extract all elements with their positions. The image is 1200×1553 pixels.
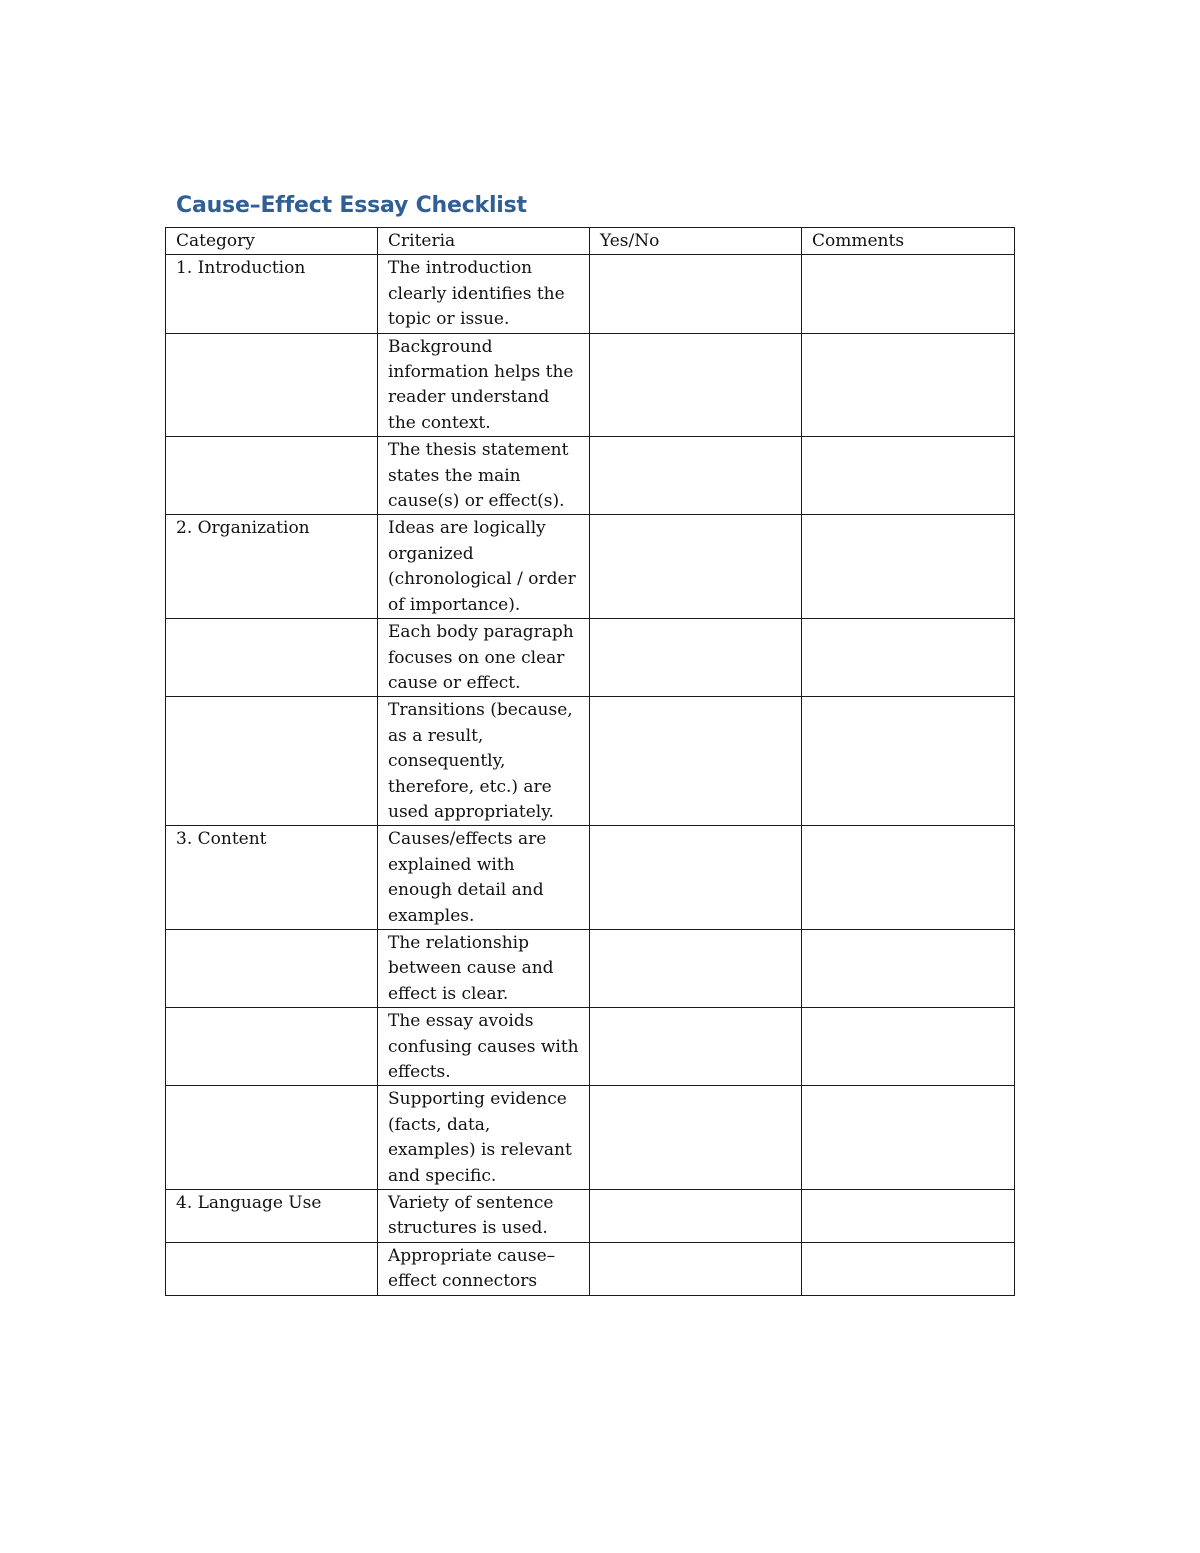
category-cell: [166, 1242, 378, 1295]
table-row: [166, 619, 1015, 697]
comments-cell[interactable]: [802, 826, 1015, 930]
criteria-cell: Causes/effects are explained with enough detail and examples.: [378, 826, 590, 930]
yes-no-cell[interactable]: [590, 1086, 802, 1190]
yes-no-cell[interactable]: [590, 515, 802, 619]
criteria-cell: Ideas are logically organized (chronological / order of importance).: [378, 515, 590, 619]
yes-no-cell[interactable]: [590, 826, 802, 930]
yes-no-cell[interactable]: [590, 1008, 802, 1086]
comments-cell[interactable]: [802, 1008, 1015, 1086]
page-title: Cause–Effect Essay Checklist: [176, 193, 527, 218]
header-yes-no: Yes/No: [590, 228, 802, 255]
comments-cell[interactable]: [802, 1190, 1015, 1243]
category-cell: 1. Introduction: [166, 255, 378, 333]
yes-no-cell[interactable]: [590, 333, 802, 437]
criteria-cell: Transitions (because, as a result, consequently, therefore, etc.) are used appropriately.: [378, 697, 590, 826]
header-comments: Comments: [802, 228, 1015, 255]
criteria-cell: The essay avoids confusing causes with effects.: [378, 1008, 590, 1086]
header-category: Category: [166, 228, 378, 255]
table-row: [166, 333, 1015, 437]
category-cell: [166, 619, 378, 697]
comments-cell[interactable]: [802, 929, 1015, 1007]
yes-no-cell[interactable]: [590, 697, 802, 826]
criteria-cell: Background information helps the reader understand the context.: [378, 333, 590, 437]
category-cell: [166, 1086, 378, 1190]
criteria-cell: The relationship between cause and effect is clear.: [378, 929, 590, 1007]
comments-cell[interactable]: [802, 1086, 1015, 1190]
table-row: [166, 255, 1015, 333]
yes-no-cell[interactable]: [590, 619, 802, 697]
category-cell: [166, 1008, 378, 1086]
category-cell: [166, 333, 378, 437]
yes-no-cell[interactable]: [590, 437, 802, 515]
comments-cell[interactable]: [802, 515, 1015, 619]
table-row: [166, 515, 1015, 619]
criteria-cell: Supporting evidence (facts, data, examples) is relevant and specific.: [378, 1086, 590, 1190]
comments-cell[interactable]: [802, 619, 1015, 697]
yes-no-cell[interactable]: [590, 1190, 802, 1243]
criteria-cell: The thesis statement states the main cause(s) or effect(s).: [378, 437, 590, 515]
comments-cell[interactable]: [802, 697, 1015, 826]
criteria-cell: Variety of sentence structures is used.: [378, 1190, 590, 1243]
yes-no-cell[interactable]: [590, 255, 802, 333]
yes-no-cell[interactable]: [590, 929, 802, 1007]
criteria-cell: The introduction clearly identifies the topic or issue.: [378, 255, 590, 333]
comments-cell[interactable]: [802, 333, 1015, 437]
category-cell: [166, 437, 378, 515]
table-row: [166, 929, 1015, 1007]
comments-cell[interactable]: [802, 437, 1015, 515]
checklist-table: [165, 227, 1015, 1296]
table-row: [166, 1008, 1015, 1086]
header-row: [166, 228, 1015, 255]
criteria-cell: Appropriate cause–effect connectors: [378, 1242, 590, 1295]
table-row: [166, 1190, 1015, 1243]
category-cell: 4. Language Use: [166, 1190, 378, 1243]
category-cell: 2. Organization: [166, 515, 378, 619]
table-row: [166, 437, 1015, 515]
header-criteria: Criteria: [378, 228, 590, 255]
category-cell: [166, 929, 378, 1007]
category-cell: [166, 697, 378, 826]
criteria-cell: Each body paragraph focuses on one clear cause or effect.: [378, 619, 590, 697]
yes-no-cell[interactable]: [590, 1242, 802, 1295]
table-row: [166, 1086, 1015, 1190]
category-cell: 3. Content: [166, 826, 378, 930]
table-row: [166, 826, 1015, 930]
table-row: [166, 1242, 1015, 1295]
comments-cell[interactable]: [802, 255, 1015, 333]
table-row: [166, 697, 1015, 826]
comments-cell[interactable]: [802, 1242, 1015, 1295]
